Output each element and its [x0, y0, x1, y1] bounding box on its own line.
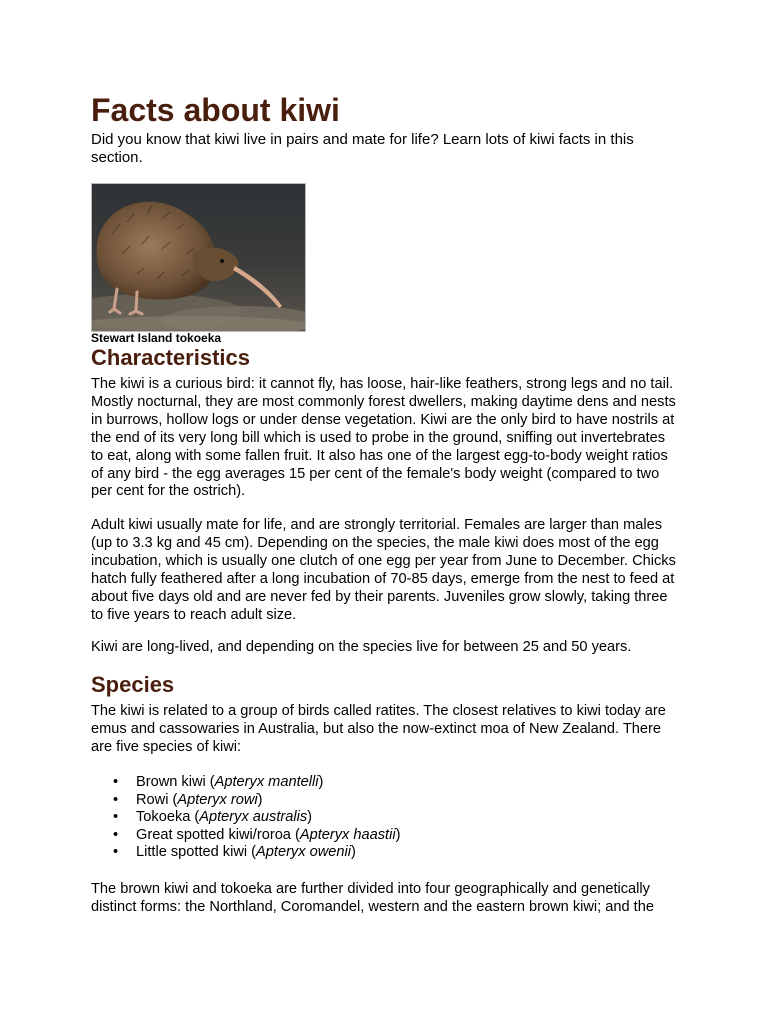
paragraph-species-outro: The brown kiwi and tokoeka are further divided into four geographically and genetically distinct forms: the Northland, Coromandel, western and the eastern brown kiwi; and the — [91, 881, 654, 915]
scientific-name: Apteryx australis — [199, 809, 308, 826]
paragraph-characteristics-1: The kiwi is a curious bird: it cannot fly, has loose, hair-like feathers, strong legs and no tail. Mostly nocturnal, they are most commonly forest dwellers, making daytime dens and nests in burrows, hollow logs or under dense vegetation. Kiwi are the only bird to have nostrils at the end of its very long bill which is used to probe in the ground, sniffing out invertebrates to eat, along with some fallen fruit. It also has one of the largest egg-to-body weight ratios of any bird - the egg averages 15 per cent of the female's body weight (compared to two per cent for the ostrich). — [91, 376, 676, 500]
species-item-little-spotted-kiwi: • Little spotted kiwi (Apteryx owenii) — [91, 844, 400, 862]
species-item-rowi: • Rowi (Apteryx rowi) — [91, 792, 400, 810]
heading-species: Species — [91, 672, 175, 697]
paragraph-characteristics-3: Kiwi are long-lived, and depending on the species live for between 25 and 50 years. — [91, 639, 632, 655]
paragraph-species-intro: The kiwi is related to a group of birds called ratites. The closest relatives to kiwi today are emus and cassowaries in Australia, but also the now-extinct moa of New Zealand. There are five species of kiwi: — [91, 703, 666, 755]
heading-characteristics: Characteristics — [91, 345, 250, 370]
species-list — [91, 774, 400, 862]
intro-paragraph: Did you know that kiwi live in pairs and mate for life? Learn lots of kiwi facts in this section. — [91, 131, 634, 166]
page-title: Facts about kiwi — [91, 92, 340, 128]
kiwi-photo-graphic — [92, 184, 305, 331]
species-item-tokoeka: • Tokoeka (Apteryx australis) — [91, 809, 400, 827]
image-caption: Stewart Island tokoeka — [91, 331, 222, 345]
scientific-name: Apteryx rowi — [177, 791, 258, 808]
scientific-name: Apteryx haastii — [299, 826, 396, 843]
scientific-name: Apteryx owenii — [256, 844, 351, 861]
paragraph-characteristics-2: Adult kiwi usually mate for life, and are strongly territorial. Females are larger than males (up to 3.3 kg and 45 cm). Depending on the species, the male kiwi does most of the egg incubation, which is usually one clutch of one egg per year from June to December. Chicks hatch fully feathered after a long incubation of 70-85 days, emerge from the nest to feed at about five days old and are never fed by their parents. Juveniles grow slowly, taking three to five years to reach adult size. — [91, 517, 676, 623]
species-item-brown-kiwi: • Brown kiwi (Apteryx mantelli) — [91, 774, 400, 792]
species-item-great-spotted-kiwi: • Great spotted kiwi/roroa (Apteryx haastii) — [91, 827, 400, 845]
scientific-name: Apteryx mantelli — [214, 774, 319, 790]
kiwi-photo — [91, 183, 306, 332]
